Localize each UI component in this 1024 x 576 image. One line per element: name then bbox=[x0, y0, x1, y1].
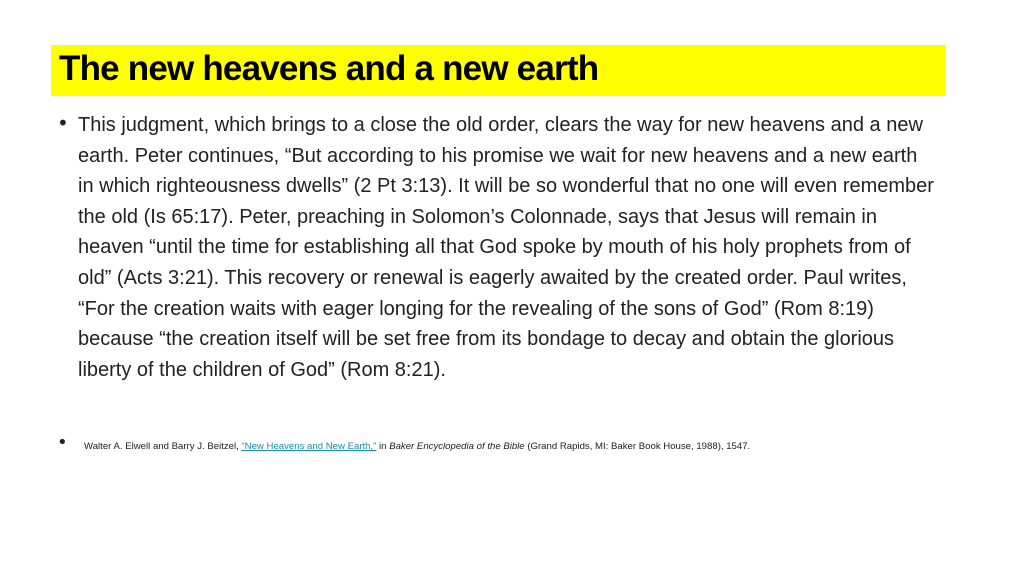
citation-link[interactable]: “New Heavens and New Earth,” bbox=[241, 441, 377, 452]
citation-publication: (Grand Rapids, MI: Baker Book House, 1988), 1547. bbox=[524, 441, 751, 452]
title-bar bbox=[51, 45, 946, 96]
body-paragraph: This judgment, which brings to a close the old order, clears the way for new heavens and a new earth. Peter continues, “But according to his promise we wait for new heavens and a new earth in which righteousness dwells” (2 Pt 3:13). It will be so wonderful that no one will even remember the old (Is 65:17). Peter, preaching in Solomon’s Colonnade, says that Jesus will remain in heaven “until the time for establishing all that God spoke by mouth of his holy prophets from of old” (Acts 3:21). This recovery or renewal is eagerly awaited by the created order. Paul writes, “For the creation waits with eager longing for the revealing of the sons of God” (Rom 8:19) because “the creation itself will be set free from its bondage to decay and obtain the glorious liberty of the children of God” (Rom 8:21). bbox=[78, 114, 934, 381]
citation-authors: Walter A. Elwell and Barry J. Beitzel, bbox=[84, 441, 242, 452]
bullet-icon: • bbox=[57, 432, 68, 453]
citation-in: in bbox=[376, 441, 390, 452]
slide-title: The new heavens and a new earth bbox=[59, 49, 599, 88]
citation bbox=[84, 441, 750, 452]
bullet-icon: • bbox=[57, 111, 69, 135]
citation-book-title: Baker Encyclopedia of the Bible bbox=[389, 441, 525, 452]
